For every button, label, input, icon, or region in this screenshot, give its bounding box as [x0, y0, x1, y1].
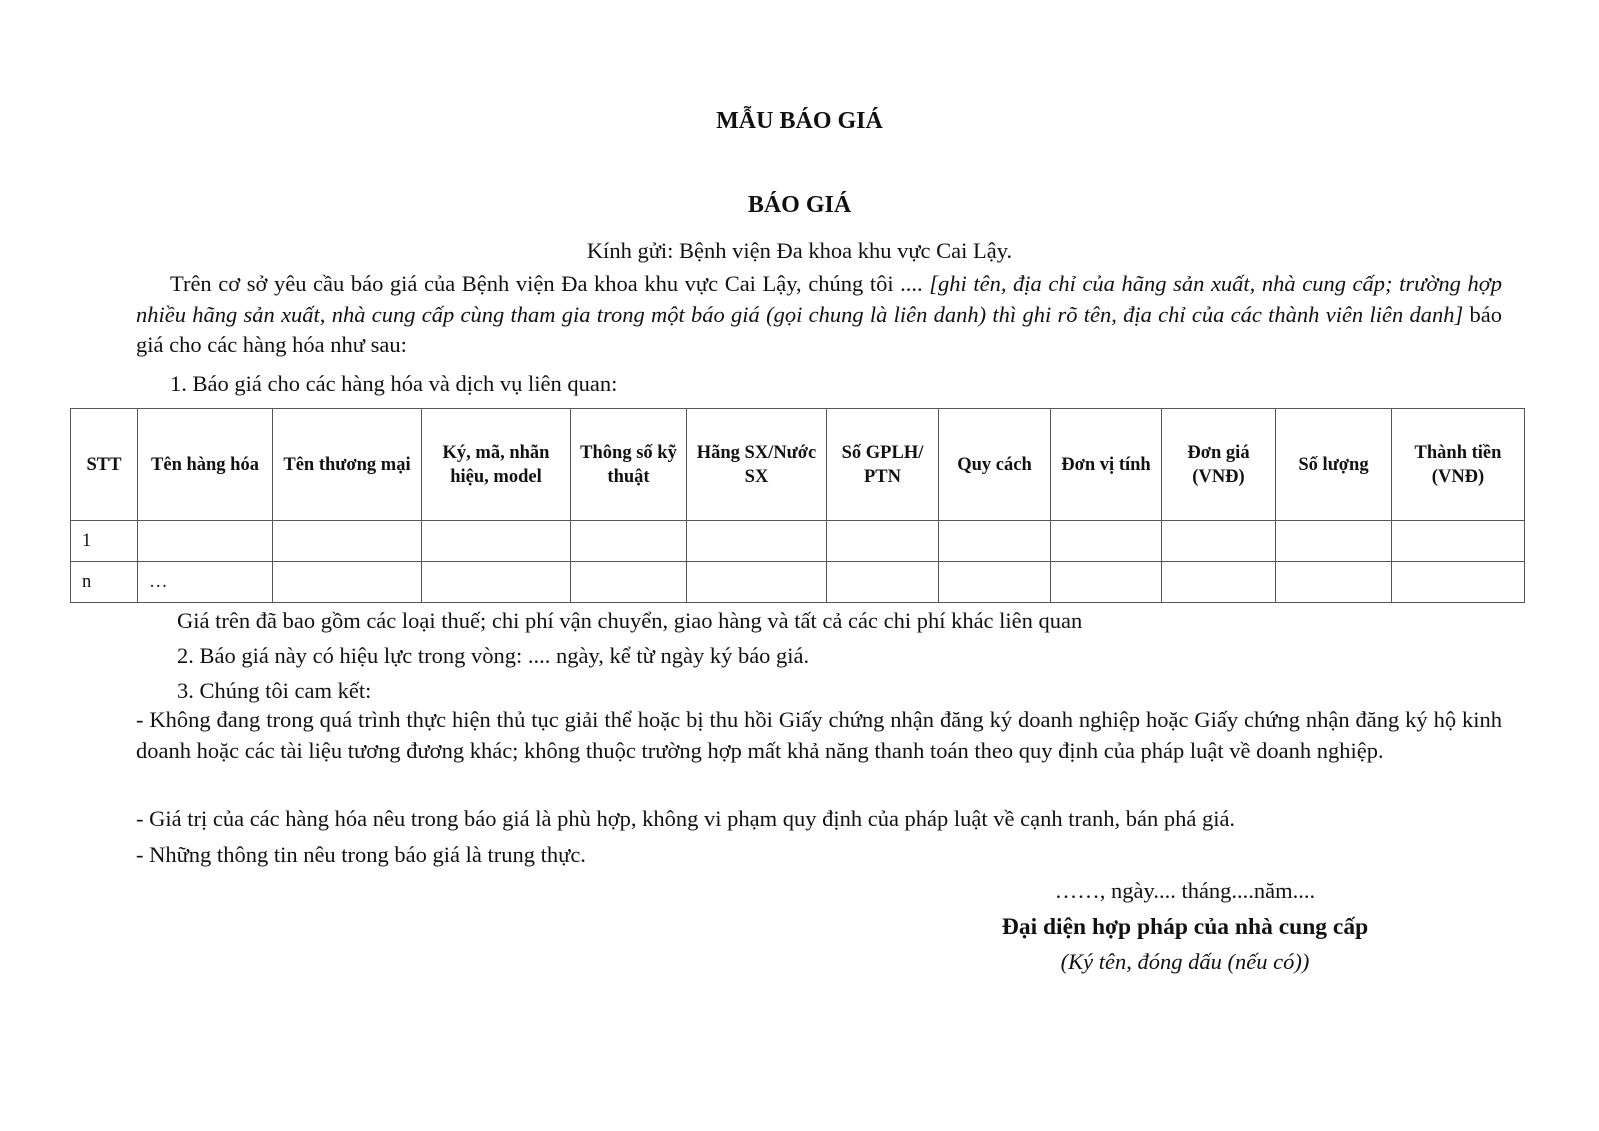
header-stt: STT: [71, 409, 138, 521]
table-cell: 1: [71, 521, 138, 562]
header-ky-ma-model: Ký, mã, nhãn hiệu, model: [422, 409, 571, 521]
quote-table: [70, 408, 1525, 603]
signature-date-line: ……, ngày.... tháng....năm....: [1054, 878, 1316, 903]
table-cell: …: [138, 562, 273, 603]
table-cell: [1392, 562, 1525, 603]
document-title: BÁO GIÁ: [747, 192, 852, 218]
table-cell: [939, 562, 1051, 603]
intro-prefix: Trên cơ sở yêu cầu báo giá của Bệnh viện Đa khoa khu vực Cai Lậy, chúng tôi ....: [170, 271, 930, 296]
table-row: [71, 562, 1525, 603]
table-cell: [687, 521, 827, 562]
table-cell: n: [71, 562, 138, 603]
page-heading: MẪU BÁO GIÁ: [716, 108, 883, 134]
table-cell: [571, 562, 687, 603]
section-3-heading: 3. Chúng tôi cam kết:: [177, 678, 372, 703]
header-so-gplh: Số GPLH/ PTN: [827, 409, 939, 521]
table-cell: [687, 562, 827, 603]
recipient-line: Kính gửi: Bệnh viện Đa khoa khu vực Cai Lậy.: [586, 238, 1013, 263]
header-don-gia: Đơn giá (VNĐ): [1162, 409, 1276, 521]
table-cell: [1162, 521, 1276, 562]
table-cell: [1051, 562, 1162, 603]
table-cell: [273, 562, 422, 603]
header-quy-cach: Quy cách: [939, 409, 1051, 521]
intro-suffix: báo giá cho các hàng hóa như sau:: [136, 301, 1502, 357]
intro-italic-note: [ghi tên, địa chỉ của hãng sản xuất, nhà cung cấp; trường hợp nhiều hãng sản xuất, nhà cung cấp cùng tham gia trong một báo giá (gọi chung là liên danh) thì ghi rõ tên, địa chỉ của các thành viên liên danh]: [136, 271, 1502, 327]
section-1-heading: 1. Báo giá cho các hàng hóa và dịch vụ liên quan:: [170, 371, 618, 396]
signature-note: (Ký tên, đóng dấu (nếu có)): [1060, 949, 1310, 974]
header-so-luong: Số lượng: [1276, 409, 1392, 521]
price-note: Giá trên đã bao gồm các loại thuế; chi phí vận chuyển, giao hàng và tất cả các chi phí khác liên quan: [177, 608, 1083, 633]
table-cell: [422, 562, 571, 603]
header-hang-sx: Hãng SX/Nước SX: [687, 409, 827, 521]
table-cell: [571, 521, 687, 562]
section-2-validity: 2. Báo giá này có hiệu lực trong vòng: .... ngày, kể từ ngày ký báo giá.: [177, 643, 810, 668]
table-cell: [827, 562, 939, 603]
table-cell: [422, 521, 571, 562]
table-cell: [939, 521, 1051, 562]
header-thong-so: Thông số kỹ thuật: [571, 409, 687, 521]
table-cell: [1276, 521, 1392, 562]
header-ten-thuong-mai: Tên thương mại: [273, 409, 422, 521]
table-header-row: [71, 409, 1525, 521]
header-don-vi-tinh: Đơn vị tính: [1051, 409, 1162, 521]
intro-paragraph: [136, 269, 1502, 361]
signature-role: Đại diện hợp pháp của nhà cung cấp: [1001, 914, 1369, 940]
table-cell: [273, 521, 422, 562]
commitment-1: - Không đang trong quá trình thực hiện thủ tục giải thể hoặc bị thu hồi Giấy chứng nhận đăng ký doanh nghiệp hoặc Giấy chứng nhận đăng ký hộ kinh doanh hoặc các tài liệu tương đương khác; không thuộc trường hợp mất khả năng thanh toán theo quy định của pháp luật về doanh nghiệp.: [136, 707, 1502, 763]
table-cell: [827, 521, 939, 562]
table-cell: [1162, 562, 1276, 603]
commitment-2: - Giá trị của các hàng hóa nêu trong báo giá là phù hợp, không vi phạm quy định của pháp luật về cạnh tranh, bán phá giá.: [136, 806, 1236, 831]
table-cell: [138, 521, 273, 562]
table-row: [71, 521, 1525, 562]
table-cell: [1051, 521, 1162, 562]
table-cell: [1276, 562, 1392, 603]
header-thanh-tien: Thành tiền (VNĐ): [1392, 409, 1525, 521]
header-ten-hang-hoa: Tên hàng hóa: [138, 409, 273, 521]
commitment-3: - Những thông tin nêu trong báo giá là trung thực.: [136, 842, 586, 867]
table-cell: [1392, 521, 1525, 562]
